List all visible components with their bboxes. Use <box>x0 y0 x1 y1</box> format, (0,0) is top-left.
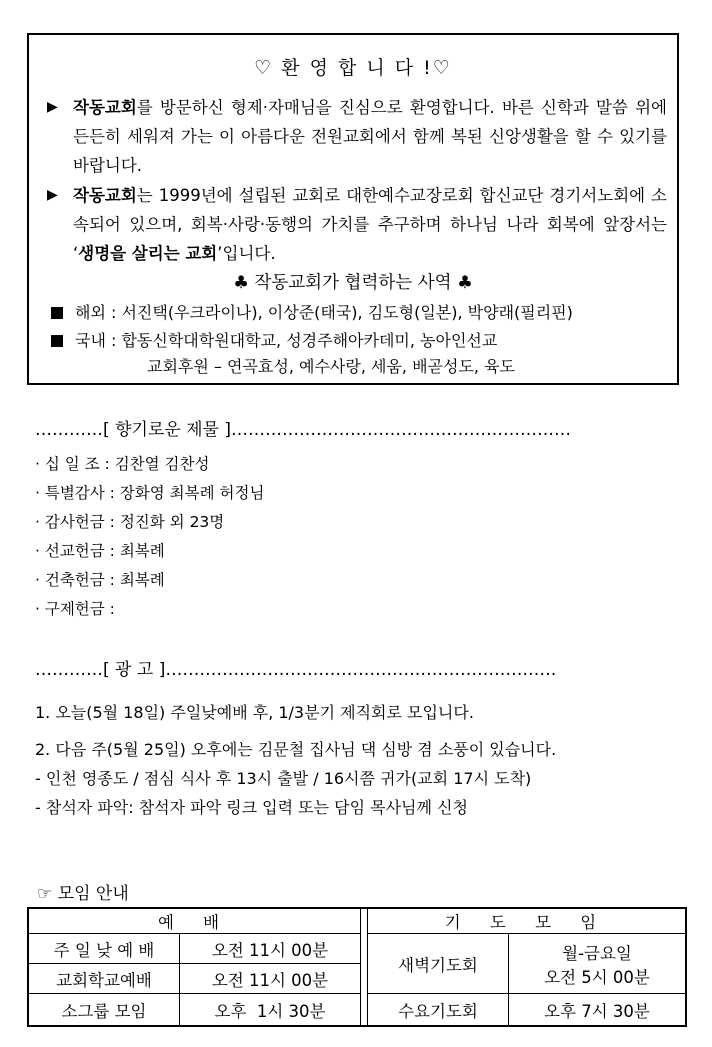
header-dots-left: …………[ <box>35 420 116 440</box>
prayer-time: 오후 7시 30분 <box>509 994 687 1026</box>
announcements-header <box>35 655 678 680</box>
prayer-days: 월-금요일 <box>562 943 632 963</box>
triangle-bullet-icon: ▶ <box>47 187 58 203</box>
intro-text-end: ’입니다. <box>217 244 276 263</box>
announcement-subitem: - 인천 영종도 / 점심 식사 후 13시 출발 / 16시쯤 귀가(교회 17시 도착) <box>35 769 532 788</box>
welcome-text: 를 방문하신 형제·자매님을 진심으로 환영합니다. 바른 신학과 말씀 위에 든든히 세워져 가는 이 아름다운 전원교회에서 함께 복된 신앙생활을 할 수 있기를 바랍니다. <box>73 98 667 175</box>
offerings-header <box>35 415 678 440</box>
worship-time: 오전 11시 00분 <box>180 964 361 994</box>
worship-name: 소그룹 모임 <box>28 994 180 1026</box>
header-dots-left: …………[ <box>35 660 116 680</box>
meetings-title: ☞ 모임 안내 <box>37 884 129 904</box>
prayer-header: 기 도 모 임 <box>368 908 687 934</box>
prayer-time-value: 오전 5시 00분 <box>544 967 650 987</box>
announcement-item: 2. 다음 주(5월 25일) 오후에는 김문철 집사님 댁 심방 겸 소풍이 있습니다. <box>35 740 557 759</box>
intro-text: 는 1999년에 설립된 교회로 대한예수교장로회 합신교단 경기서노회에 소속되어 있으며, 회복·사랑·동행의 가치를 추구하며 하나님 나라 회복에 앞장서는 ‘ <box>73 186 667 263</box>
offering-item: · 특별감사 : 장화영 최복례 허정님 <box>35 484 265 502</box>
worship-header: 예 배 <box>28 908 361 934</box>
domestic-text: 국내 : 합동신학대학원대학교, 성경주해아카데미, 농아인선교 <box>75 331 498 350</box>
header-dots-right: ]…………………………………………………………… <box>153 660 557 680</box>
worship-name: 주 일 낮 예 배 <box>28 934 180 964</box>
welcome-box <box>27 33 679 385</box>
mission-overseas <box>51 301 573 325</box>
offering-item: · 구제헌금 : <box>35 600 115 618</box>
church-name: 작동교회 <box>73 186 137 205</box>
meetings-table <box>27 907 687 1027</box>
square-bullet-icon <box>51 335 63 347</box>
worship-time: 오후 1시 30분 <box>180 994 361 1026</box>
church-motto: 생명을 살리는 교회 <box>78 244 218 263</box>
table-gap <box>361 908 368 1026</box>
prayer-time <box>509 934 687 994</box>
announcement-subitem: - 참석자 파악: 참석자 파악 링크 입력 또는 담임 목사님께 신청 <box>35 798 468 817</box>
triangle-bullet-icon: ▶ <box>47 99 58 115</box>
mission-domestic-support: 교회후원 – 연곡효성, 예수사랑, 세움, 배곧성도, 육도 <box>147 357 515 376</box>
mission-domestic <box>51 329 497 353</box>
square-bullet-icon <box>51 307 63 319</box>
prayer-name: 새벽기도회 <box>368 934 509 994</box>
announcement-item: 1. 오늘(5월 18일) 주일낮예배 후, 1/3분기 제직회로 모입니다. <box>35 703 474 722</box>
church-name: 작동교회 <box>73 98 137 117</box>
worship-name: 교회학교예배 <box>28 964 180 994</box>
offering-item: · 감사헌금 : 정진화 외 23명 <box>35 513 225 531</box>
announcements-title: 광 고 <box>115 660 154 680</box>
prayer-name: 수요기도회 <box>368 994 509 1026</box>
offering-item: · 선교헌금 : 최복례 <box>35 542 165 560</box>
welcome-title: ♡ 환 영 합 니 다 !♡ <box>254 57 452 79</box>
welcome-paragraph <box>47 93 667 180</box>
header-dots-right: ]…………………………………………………… <box>218 420 572 440</box>
overseas-text: 해외 : 서진택(우크라이나), 이상준(태국), 김도형(일본), 박양래(필리핀) <box>75 303 573 322</box>
mission-title: ♣ 작동교회가 협력하는 사역 ♣ <box>233 273 473 293</box>
offering-item: · 십 일 조 : 김찬열 김찬성 <box>35 455 210 473</box>
offering-item: · 건축헌금 : 최복례 <box>35 571 165 589</box>
church-intro-paragraph <box>47 181 667 268</box>
offerings-title: 향기로운 제물 <box>115 420 219 440</box>
worship-time: 오전 11시 00분 <box>180 934 361 964</box>
